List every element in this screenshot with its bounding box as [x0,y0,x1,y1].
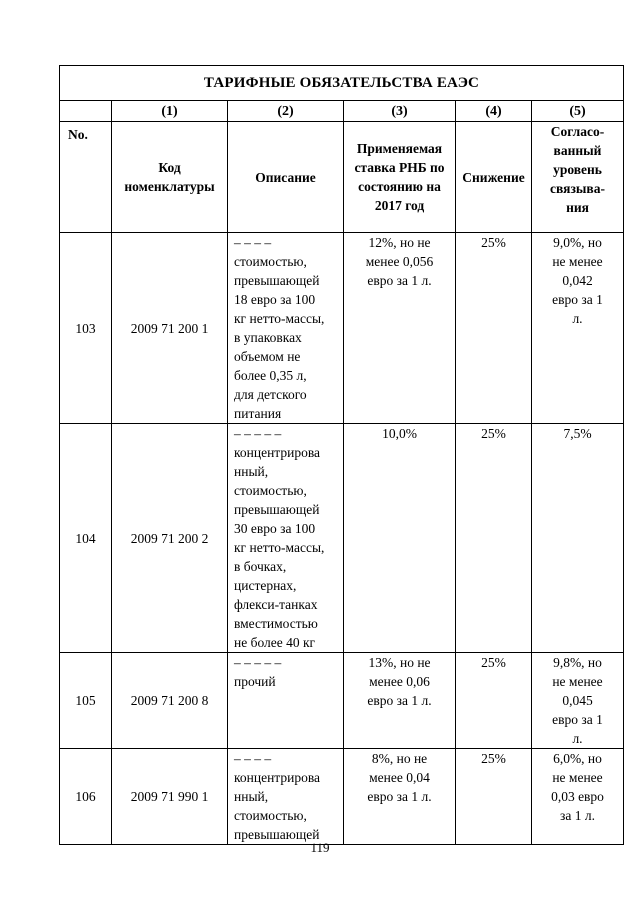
row-reduction: 25% [456,233,532,424]
row-description: – – – – концентрирова нный, стоимостью, превышающей [228,749,344,845]
col-number-4: (4) [456,101,532,122]
tariff-table [59,65,624,845]
col-number-2: (2) [228,101,344,122]
table-row [60,653,624,749]
table-row [60,749,624,845]
header-no: No. [60,122,112,233]
row-no: 105 [60,653,112,749]
row-binding: 7,5% [532,424,624,653]
header-code: Код номенклатуры [112,122,228,233]
table-title: ТАРИФНЫЕ ОБЯЗАТЕЛЬСТВА ЕАЭС [60,66,624,101]
row-code: 2009 71 200 2 [112,424,228,653]
row-no: 104 [60,424,112,653]
header-rate: Применяемая ставка РНБ по состоянию на 2017 год [344,122,456,233]
row-code: 2009 71 200 1 [112,233,228,424]
row-code: 2009 71 990 1 [112,749,228,845]
row-no: 103 [60,233,112,424]
row-rate: 10,0% [344,424,456,653]
row-binding: 9,0%, но не менее 0,042 евро за 1 л. [532,233,624,424]
row-no: 106 [60,749,112,845]
row-description: – – – – – концентрирова нный, стоимостью, превышающей 30 евро за 100 кг нетто-массы, в бочках, цистернах, флекси-танках вместимостью не более 40 кг [228,424,344,653]
col-number-3: (3) [344,101,456,122]
row-rate: 12%, но не менее 0,056 евро за 1 л. [344,233,456,424]
col-number-5: (5) [532,101,624,122]
row-description: – – – – – прочий [228,653,344,749]
row-rate: 13%, но не менее 0,06 евро за 1 л. [344,653,456,749]
table-row [60,233,624,424]
header-binding: Согласо- ванный уровень связыва- ния [532,122,624,233]
row-description: – – – – стоимостью, превышающей 18 евро за 100 кг нетто-массы, в упаковках объемом не более 0,35 л, для детского питания [228,233,344,424]
row-reduction: 25% [456,749,532,845]
table-row [60,424,624,653]
header-reduction: Снижение [456,122,532,233]
row-reduction: 25% [456,653,532,749]
row-reduction: 25% [456,424,532,653]
row-code: 2009 71 200 8 [112,653,228,749]
row-binding: 9,8%, но не менее 0,045 евро за 1 л. [532,653,624,749]
row-binding: 6,0%, но не менее 0,03 евро за 1 л. [532,749,624,845]
col-number-1: (1) [112,101,228,122]
page-number: 119 [310,840,330,855]
col-number-0 [60,101,112,122]
header-description: Описание [228,122,344,233]
row-rate: 8%, но не менее 0,04 евро за 1 л. [344,749,456,845]
